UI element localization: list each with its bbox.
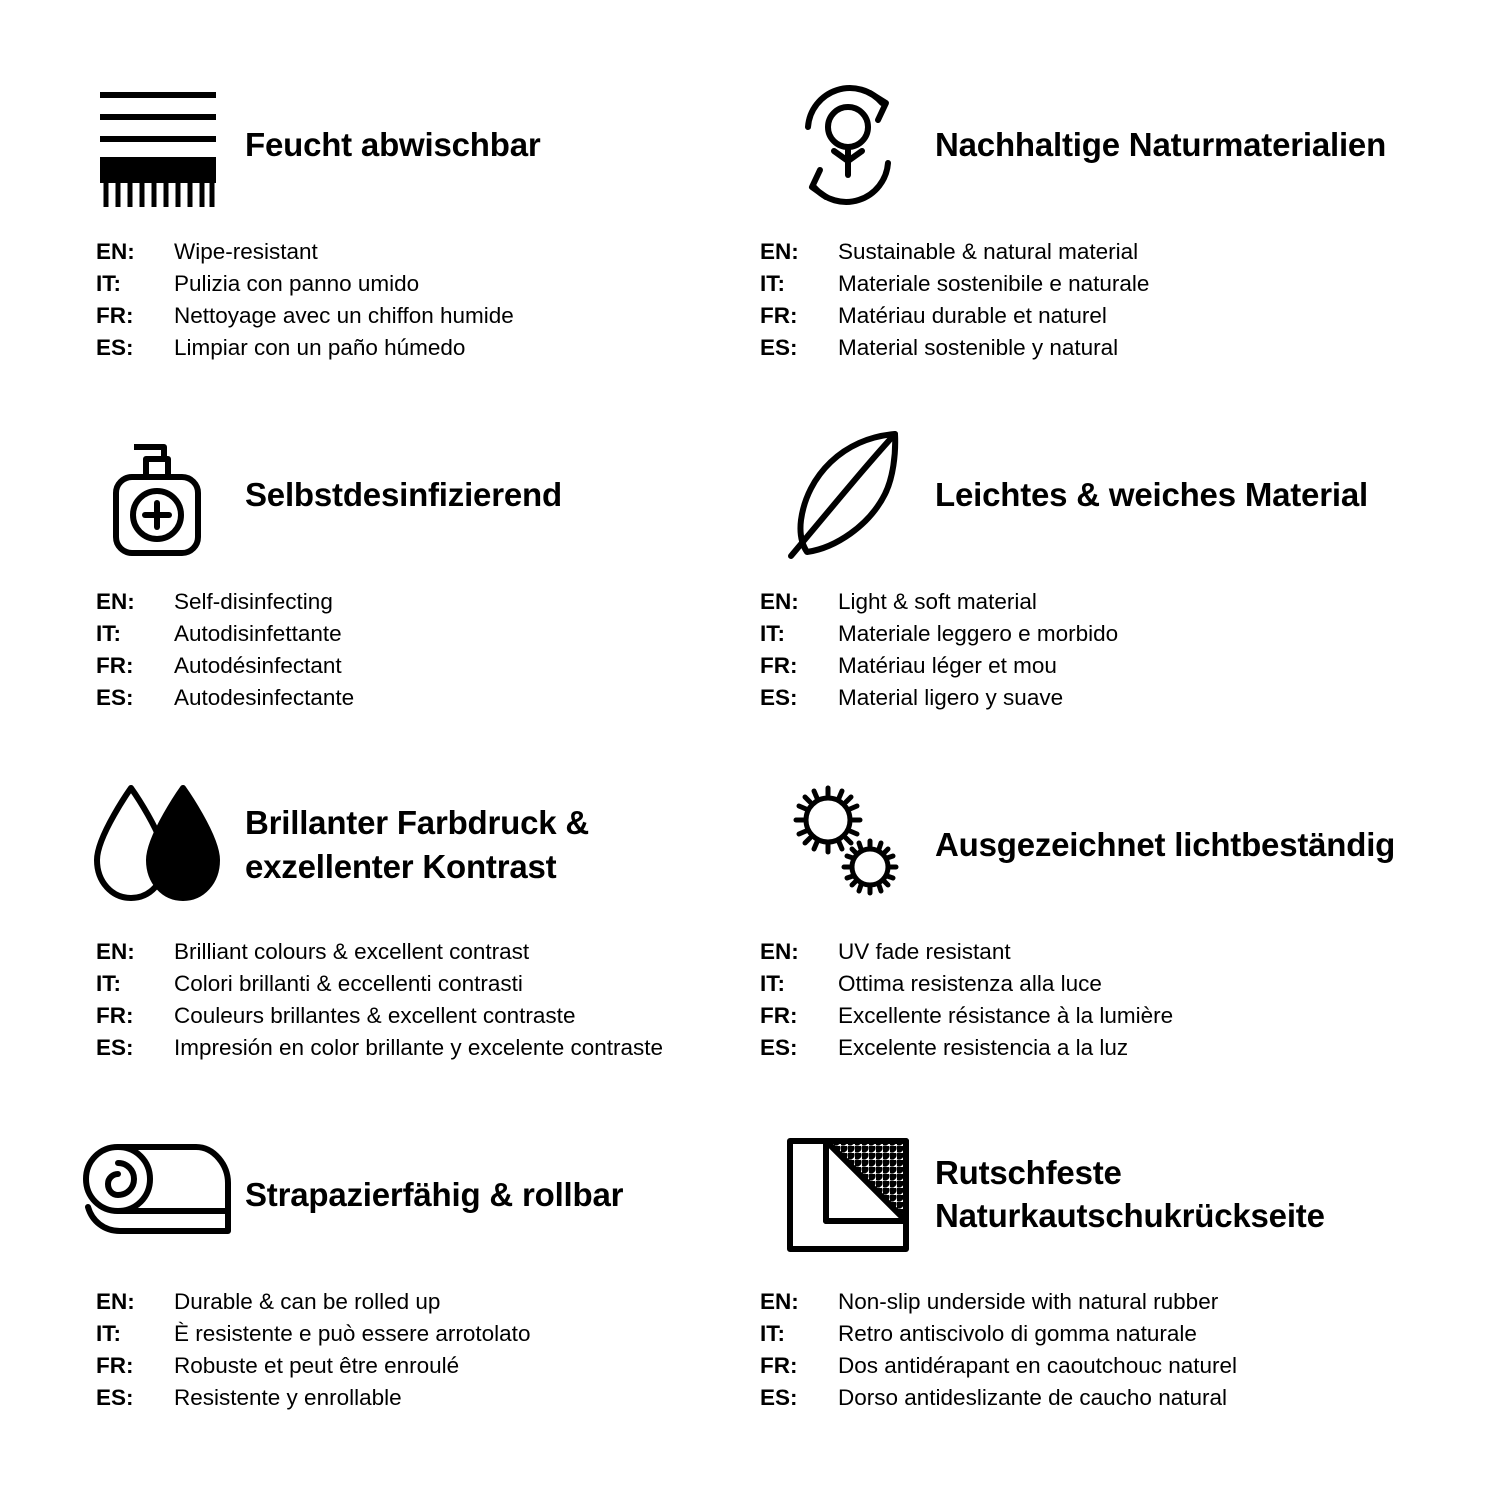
translation-row-fr (96, 1000, 740, 1032)
feature-title: Ausgezeichnet lichtbeständig (935, 825, 1396, 863)
lang-code-en: EN: (96, 939, 135, 964)
feature-header (760, 70, 1430, 220)
translation-text-es: Dorso antideslizante de caucho natural (838, 1384, 1227, 1410)
lang-code-es: ES: (96, 334, 134, 360)
lang-code-en: EN: (760, 589, 799, 614)
translation-row-fr (760, 1000, 1430, 1032)
translation-row-fr (96, 1350, 740, 1382)
translation-list (70, 586, 740, 714)
lang-code-it: IT: (760, 1320, 785, 1346)
lang-code-fr: FR: (96, 1352, 134, 1378)
feature-card-durable-rollable (70, 1110, 740, 1460)
translation-text-en: Durable & can be rolled up (174, 1289, 441, 1314)
lang-code-it: IT: (760, 620, 785, 646)
feature-title: Selbstdesinfizierend (245, 475, 562, 513)
translation-row-it (96, 268, 740, 300)
rolled-mat-icon (70, 1120, 245, 1270)
lang-code-es: ES: (760, 1034, 798, 1060)
translation-row-en (96, 586, 740, 618)
translation-row-it (760, 1318, 1430, 1350)
lang-code-fr: FR: (760, 652, 798, 678)
lang-code-en: EN: (760, 239, 799, 264)
feature-header (760, 770, 1430, 920)
lang-code-fr: FR: (760, 1002, 798, 1028)
translation-row-en (96, 236, 740, 268)
lang-code-es: ES: (760, 334, 798, 360)
feature-header (70, 770, 740, 920)
translation-text-it: Ottima resistenza alla luce (838, 970, 1102, 996)
translation-row-es (96, 682, 740, 714)
lang-code-en: EN: (96, 239, 135, 264)
translation-text-fr: Dos antidérapant en caoutchouc naturel (838, 1352, 1238, 1378)
lang-code-fr: FR: (96, 1002, 134, 1028)
lang-code-it: IT: (96, 970, 121, 996)
translation-row-it (760, 618, 1430, 650)
translation-row-es (96, 1032, 740, 1064)
recycle-tree-icon (760, 70, 935, 220)
translation-text-en: Self-disinfecting (174, 589, 333, 614)
suns-uv-icon (760, 770, 935, 920)
lang-code-es: ES: (96, 684, 134, 710)
translation-row-es (760, 1382, 1430, 1414)
ink-drops-icon (70, 770, 245, 920)
lang-code-fr: FR: (96, 302, 134, 328)
translation-list (70, 936, 740, 1064)
rubber-backing-corner-icon (760, 1120, 935, 1270)
translation-text-es: Resistente y enrollable (174, 1384, 402, 1410)
translation-row-it (760, 968, 1430, 1000)
translation-text-it: Retro antiscivolo di gomma naturale (838, 1320, 1197, 1346)
lang-code-es: ES: (96, 1034, 134, 1060)
translation-text-fr: Autodésinfectant (174, 652, 342, 678)
translation-row-fr (760, 300, 1430, 332)
translation-text-fr: Nettoyage avec un chiffon humide (174, 302, 514, 328)
lang-code-it: IT: (760, 270, 785, 296)
feature-title: Feucht abwischbar (245, 125, 541, 163)
translation-row-es (96, 332, 740, 364)
feature-title: Rutschfeste Naturkautschukrückseite (935, 1154, 1325, 1234)
translation-row-fr (760, 1350, 1430, 1382)
translation-row-en (760, 236, 1430, 268)
translation-row-es (760, 332, 1430, 364)
feature-header (70, 70, 740, 220)
translation-text-es: Material ligero y suave (838, 684, 1064, 710)
lang-code-en: EN: (760, 939, 799, 964)
feather-icon (760, 420, 935, 570)
feature-header (70, 1120, 740, 1270)
lang-code-fr: FR: (760, 302, 798, 328)
translation-text-it: Colori brillanti & eccellenti contrasti (174, 970, 523, 996)
translation-row-es (760, 1032, 1430, 1064)
translation-list (760, 936, 1430, 1064)
feature-card-light-soft-material (760, 410, 1430, 760)
translation-row-es (760, 682, 1430, 714)
translation-row-es (96, 1382, 740, 1414)
translation-row-en (760, 1286, 1430, 1318)
feature-title: Leichtes & weiches Material (935, 475, 1368, 513)
translation-text-es: Impresión en color brillante y excelente contraste (174, 1034, 664, 1060)
feature-card-brilliant-colours (70, 760, 740, 1110)
translation-row-en (96, 936, 740, 968)
translation-text-es: Material sostenible y natural (838, 334, 1119, 360)
translation-row-fr (96, 650, 740, 682)
translation-text-it: È resistente e può essere arrotolato (174, 1320, 531, 1346)
translation-list (760, 236, 1430, 364)
lang-code-es: ES: (760, 1384, 798, 1410)
translation-text-it: Materiale leggero e morbido (838, 620, 1119, 646)
lang-code-es: ES: (760, 684, 798, 710)
translation-text-fr: Excellente résistance à la lumière (838, 1002, 1174, 1028)
translation-list (760, 586, 1430, 714)
lang-code-fr: FR: (96, 652, 134, 678)
translation-text-en: Wipe-resistant (174, 239, 318, 264)
lang-code-it: IT: (760, 970, 785, 996)
translation-row-it (760, 268, 1430, 300)
feature-header (760, 420, 1430, 570)
feature-title: Brillanter Farbdruck & exzellenter Kontrast (245, 803, 590, 885)
feature-card-wipe-resistant (70, 60, 740, 410)
feature-card-sustainable-material (760, 60, 1430, 410)
lang-code-en: EN: (96, 1289, 135, 1314)
lang-code-en: EN: (760, 1289, 799, 1314)
translation-row-it (96, 618, 740, 650)
translation-text-en: Non-slip underside with natural rubber (838, 1289, 1219, 1314)
translation-text-es: Autodesinfectante (174, 684, 355, 710)
lang-code-en: EN: (96, 589, 135, 614)
feature-header (760, 1120, 1430, 1270)
feature-header (70, 420, 740, 570)
lang-code-es: ES: (96, 1384, 134, 1410)
lang-code-it: IT: (96, 1320, 121, 1346)
translation-text-fr: Couleurs brillantes & excellent contraste (174, 1002, 576, 1028)
translation-text-es: Excelente resistencia a la luz (838, 1034, 1129, 1060)
translation-row-en (760, 586, 1430, 618)
lang-code-it: IT: (96, 270, 121, 296)
translation-text-en: Light & soft material (838, 589, 1037, 614)
translation-list (70, 236, 740, 364)
translation-row-it (96, 968, 740, 1000)
translation-row-fr (760, 650, 1430, 682)
lang-code-fr: FR: (760, 1352, 798, 1378)
translation-text-en: Sustainable & natural material (838, 239, 1139, 264)
translation-text-fr: Robuste et peut être enroulé (174, 1352, 460, 1378)
translation-text-es: Limpiar con un paño húmedo (174, 334, 466, 360)
translation-text-it: Pulizia con panno umido (174, 270, 420, 296)
translation-text-fr: Matériau durable et naturel (838, 302, 1107, 328)
feature-card-uv-fade-resistant (760, 760, 1430, 1110)
translation-text-en: Brilliant colours & excellent contrast (174, 939, 530, 964)
translation-list (70, 1286, 740, 1414)
feature-title: Strapazierfähig & rollbar (245, 1175, 624, 1213)
translation-text-it: Materiale sostenibile e naturale (838, 270, 1150, 296)
translation-text-en: UV fade resistant (838, 939, 1011, 964)
translation-text-fr: Matériau léger et mou (838, 652, 1057, 678)
brush-wipe-icon (70, 70, 245, 220)
translation-row-fr (96, 300, 740, 332)
feature-card-self-disinfecting (70, 410, 740, 760)
feature-title: Nachhaltige Naturmaterialien (935, 125, 1387, 163)
feature-card-non-slip-underside (760, 1110, 1430, 1460)
translation-list (760, 1286, 1430, 1414)
sanitizer-bottle-icon (70, 420, 245, 570)
translation-row-it (96, 1318, 740, 1350)
translation-text-it: Autodisinfettante (174, 620, 342, 646)
lang-code-it: IT: (96, 620, 121, 646)
translation-row-en (96, 1286, 740, 1318)
translation-row-en (760, 936, 1430, 968)
